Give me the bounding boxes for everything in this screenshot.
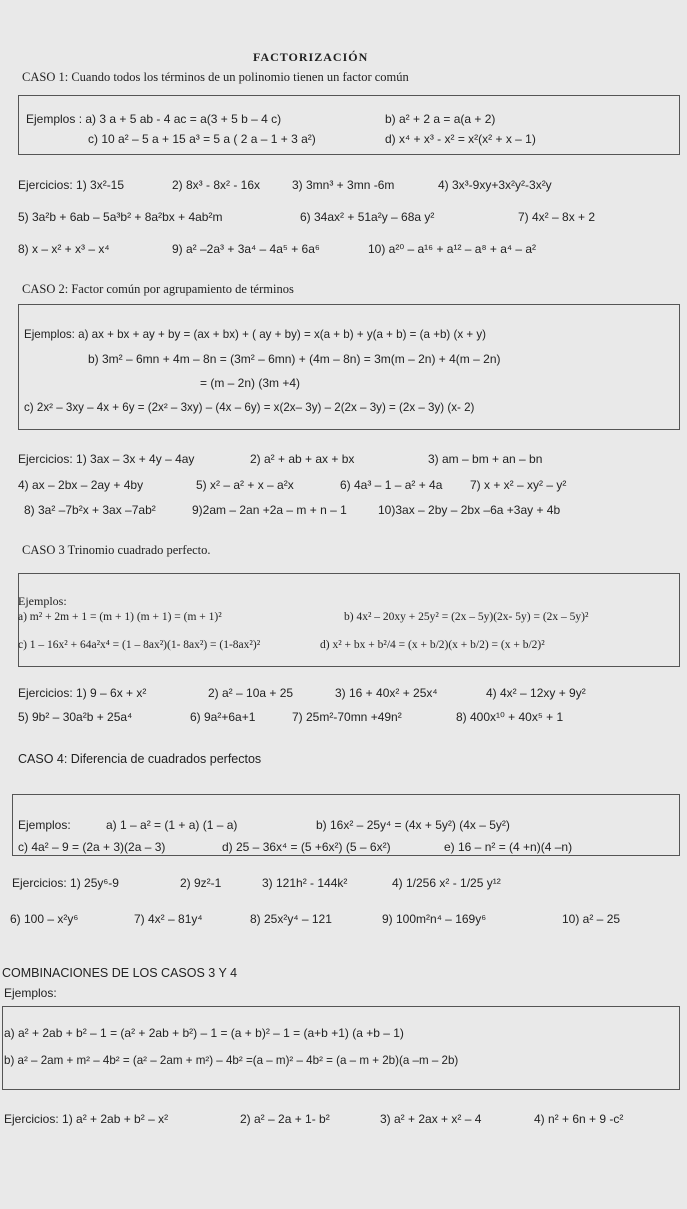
caso1-exercise-8: 8) x – x² + x³ – x⁴ — [18, 242, 110, 256]
caso4-exercise-8: 8) 25x²y⁴ – 121 — [250, 912, 332, 926]
caso1-exercise-2: 2) 8x³ - 8x² - 16x — [172, 178, 261, 192]
combinaciones-exercise-1: Ejercicios: 1) a² + 2ab + b² – x² — [4, 1112, 169, 1126]
caso3-exercise-8: 8) 400x¹⁰ + 40x⁵ + 1 — [456, 710, 564, 724]
caso4-exercise-9: 9) 100m²n⁴ – 169y⁶ — [382, 912, 487, 926]
caso4-heading: CASO 4: Diferencia de cuadrados perfectos — [18, 752, 262, 766]
caso3-exercise-5: 5) 9b² – 30a²b + 25a⁴ — [18, 710, 133, 724]
caso3-exercise-3: 3) 16 + 40x² + 25x⁴ — [335, 686, 438, 700]
combinaciones-examples-label: Ejemplos: — [4, 986, 57, 1000]
caso2-exercise-6: 6) 4a³ – 1 – a² + 4a — [340, 478, 443, 492]
caso1-example-b: b) a² + 2 a = a(a + 2) — [385, 112, 496, 126]
caso2-exercise-3: 3) am – bm + an – bn — [428, 452, 543, 466]
caso2-exercise-10: 10)3ax – 2by – 2bx –6a +3ay + 4b — [378, 503, 561, 517]
page-title: FACTORIZACIÓN — [253, 50, 369, 64]
caso3-exercise-4: 4) 4x² – 12xy + 9y² — [486, 686, 586, 700]
caso1-example-c: c) 10 a² – 5 a + 15 a³ = 5 a ( 2 a – 1 + 3 a²) — [88, 132, 316, 146]
caso2-exercise-7: 7) x + x² – xy² – y² — [470, 478, 567, 492]
caso4-exercise-1: Ejercicios: 1) 25y⁶-9 — [12, 876, 119, 890]
caso2-exercise-2: 2) a² + ab + ax + bx — [250, 452, 355, 466]
caso1-example-a: Ejemplos : a) 3 a + 5 ab - 4 ac = a(3 + 5 b – 4 c) — [26, 112, 282, 126]
caso4-exercise-3: 3) 121h² - 144k² — [262, 876, 348, 890]
combinaciones-example-b: b) a² – 2am + m² – 4b² = (a² – 2am + m²) – 4b² =(a – m)² – 4b² = (a – m + 2b)(a –m – 2b) — [4, 1054, 459, 1067]
caso2-exercise-4: 4) ax – 2bx – 2ay + 4by — [18, 478, 144, 492]
caso4-exercise-10: 10) a² – 25 — [562, 912, 621, 926]
caso1-exercise-5: 5) 3a²b + 6ab – 5a³b² + 8a²bx + 4ab²m — [18, 210, 223, 224]
caso3-heading: CASO 3 Trinomio cuadrado perfecto. — [22, 543, 211, 557]
caso3-example-a: a) m² + 2m + 1 = (m + 1) (m + 1) = (m + 1)² — [18, 611, 222, 623]
caso2-exercise-8: 8) 3a² –7b²x + 3ax –7ab² — [24, 503, 156, 517]
combinaciones-exercise-3: 3) a² + 2ax + x² – 4 — [380, 1112, 482, 1126]
caso4-exercise-7: 7) 4x² – 81y⁴ — [134, 912, 203, 926]
caso2-exercise-9: 9)2am – 2an +2a – m + n – 1 — [192, 503, 347, 517]
caso4-exercise-6: 6) 100 – x²y⁶ — [10, 912, 79, 926]
caso4-example-c: c) 4a² – 9 = (2a + 3)(2a – 3) — [18, 840, 166, 854]
caso4-exercise-4: 4) 1/256 x² - 1/25 y¹² — [392, 876, 501, 890]
caso3-example-c: c) 1 – 16x² + 64a²x⁴ = (1 – 8ax²)(1- 8ax²) = (1-8ax²)² — [18, 639, 261, 651]
caso1-exercise-4: 4) 3x³-9xy+3x²y²-3x²y — [438, 178, 552, 192]
combinaciones-heading: COMBINACIONES DE LOS CASOS 3 Y 4 — [2, 966, 238, 980]
caso2-exercise-1: Ejercicios: 1) 3ax – 3x + 4y – 4ay — [18, 452, 195, 466]
caso3-example-b: b) 4x² – 20xy + 25y² = (2x – 5y)(2x- 5y) = (2x – 5y)² — [344, 611, 589, 623]
caso3-exercise-2: 2) a² – 10a + 25 — [208, 686, 294, 700]
caso3-examples-label: Ejemplos: — [18, 594, 67, 608]
combinaciones-examples-box — [2, 1006, 680, 1090]
combinaciones-exercise-4: 4) n² + 6n + 9 -c² — [534, 1112, 624, 1126]
caso1-exercise-10: 10) a²⁰ – a¹⁶ + a¹² – a⁸ + a⁴ – a² — [368, 242, 537, 256]
caso3-exercise-7: 7) 25m²-70mn +49n² — [292, 710, 402, 724]
caso4-example-d: d) 25 – 36x⁴ = (5 +6x²) (5 – 6x²) — [222, 840, 391, 854]
caso4-exercise-2: 2) 9z²-1 — [180, 876, 222, 890]
caso4-example-a: a) 1 – a² = (1 + a) (1 – a) — [106, 818, 238, 832]
caso1-exercise-3: 3) 3mn³ + 3mn -6m — [292, 178, 395, 192]
caso1-heading: CASO 1: Cuando todos los términos de un polinomio tienen un factor común — [22, 70, 409, 84]
caso2-example-a: Ejemplos: a) ax + bx + ay + by = (ax + bx) + ( ay + by) = x(a + b) + y(a + b) = (a +b) (x + y) — [24, 328, 487, 341]
caso4-examples-label: Ejemplos: — [18, 818, 71, 832]
caso2-example-c: c) 2x² – 3xy – 4x + 6y = (2x² – 3xy) – (4x – 6y) = x(2x– 3y) – 2(2x – 3y) = (2x – 3y) (x- 2) — [24, 401, 475, 414]
caso2-heading: CASO 2: Factor común por agrupamiento de términos — [22, 282, 294, 296]
caso3-exercise-6: 6) 9a²+6a+1 — [190, 710, 256, 724]
combinaciones-example-a: a) a² + 2ab + b² – 1 = (a² + 2ab + b²) – 1 = (a + b)² – 1 = (a+b +1) (a +b – 1) — [4, 1026, 404, 1040]
caso4-example-e: e) 16 – n² = (4 +n)(4 –n) — [444, 840, 573, 854]
caso1-exercise-7: 7) 4x² – 8x + 2 — [518, 210, 596, 224]
caso3-exercise-1: Ejercicios: 1) 9 – 6x + x² — [18, 686, 147, 700]
caso1-exercise-1: Ejercicios: 1) 3x²-15 — [18, 178, 125, 192]
caso3-example-d: d) x² + bx + b²/4 = (x + b/2)(x + b/2) = (x + b/2)² — [320, 639, 545, 651]
caso2-example-b-result: = (m – 2n) (3m +4) — [200, 376, 301, 390]
caso1-exercise-9: 9) a² –2a³ + 3a⁴ – 4a⁵ + 6a⁶ — [172, 242, 320, 256]
caso1-example-d: d) x⁴ + x³ - x² = x²(x² + x – 1) — [385, 132, 536, 146]
caso1-exercise-6: 6) 34ax² + 51a²y – 68a y² — [300, 210, 435, 224]
combinaciones-exercise-2: 2) a² – 2a + 1- b² — [240, 1112, 330, 1126]
caso2-exercise-5: 5) x² – a² + x – a²x — [196, 478, 294, 492]
caso2-example-b: b) 3m² – 6mn + 4m – 8n = (3m² – 6mn) + (4m – 8n) = 3m(m – 2n) + 4(m – 2n) — [88, 352, 501, 366]
caso4-example-b: b) 16x² – 25y⁴ = (4x + 5y²) (4x – 5y²) — [316, 818, 510, 832]
